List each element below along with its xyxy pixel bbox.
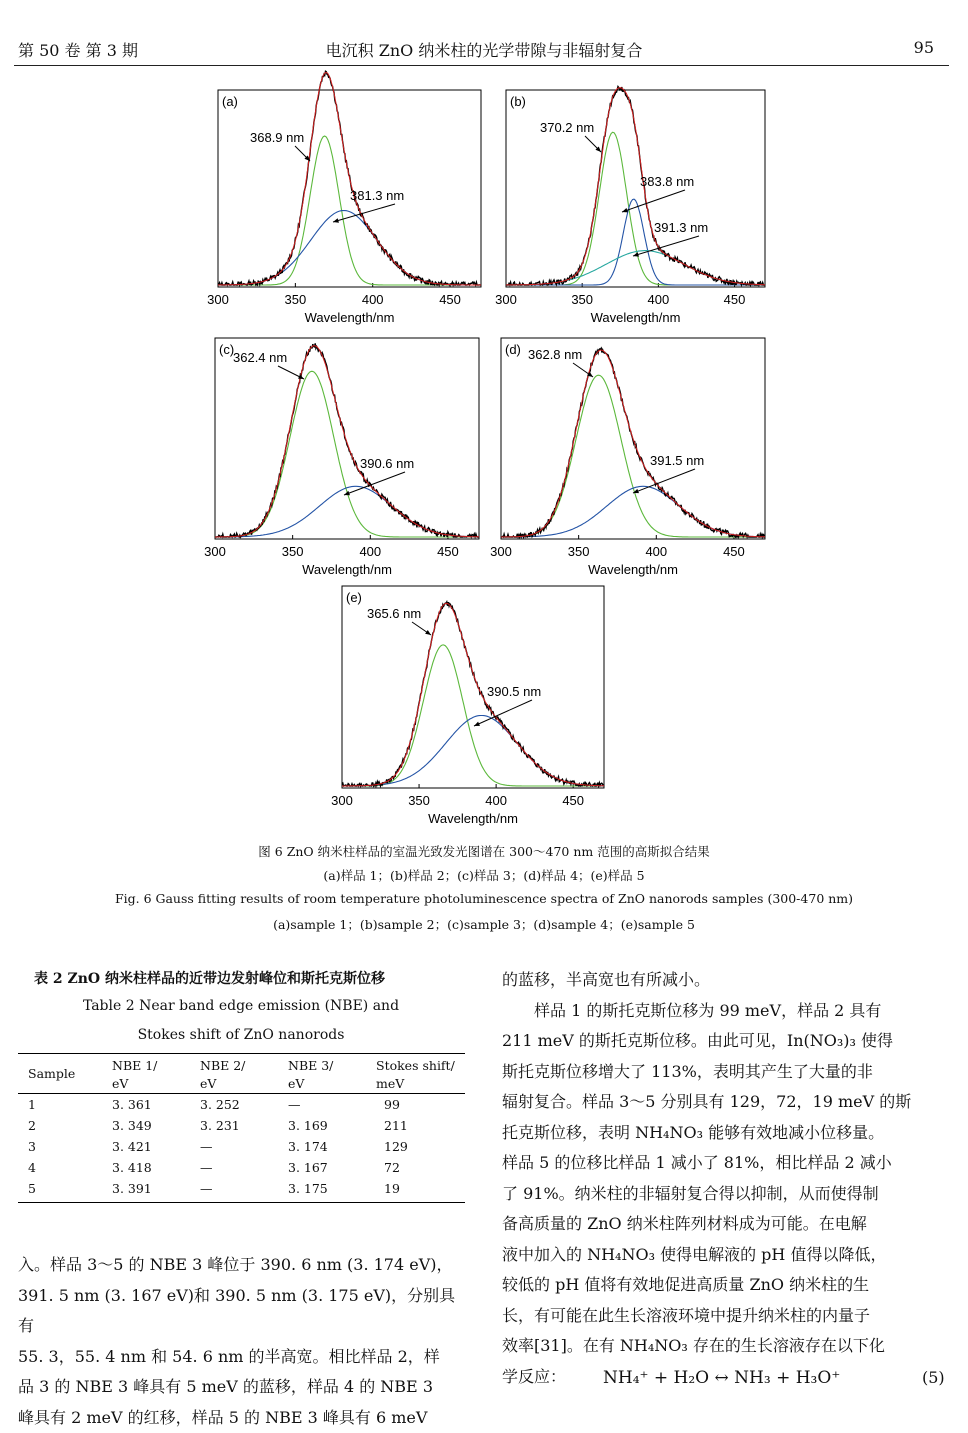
cell-sample: 3 xyxy=(18,1136,112,1157)
table-row xyxy=(18,1136,465,1157)
text-line: 的蓝移，半高宽也有所减小。 xyxy=(502,965,952,996)
cell-sample: 1 xyxy=(18,1094,112,1116)
gauss-component-1 xyxy=(342,645,604,786)
text-line: 55. 3，55. 4 nm 和 54. 6 nm 的半高宽。相比样品 2，样 xyxy=(18,1342,468,1373)
cell-nbe3: 3. 175 xyxy=(288,1178,376,1203)
x-tick-label: 450 xyxy=(724,292,746,307)
figure-caption-en: Fig. 6 Gauss fitting results of room temperature photoluminescence spectra of ZnO nanorods samples (300-470 nm) xyxy=(0,891,968,906)
text-line: 长，有可能在此生长溶液环境中提升纳米柱的内量子 xyxy=(502,1301,952,1332)
peak-label: 362.8 nm xyxy=(528,347,582,362)
fit-total xyxy=(215,346,479,537)
measured-spectrum xyxy=(501,348,765,537)
equation-number: (5) xyxy=(922,1368,945,1387)
spectrum-chart xyxy=(203,338,493,583)
x-axis-label: Wavelength/nm xyxy=(302,562,392,577)
col-unit-nbe2: eV xyxy=(200,1073,288,1094)
cell-nbe3: 3. 167 xyxy=(288,1157,376,1178)
fit-total xyxy=(342,603,604,786)
peak-arrow-head xyxy=(425,630,431,635)
x-tick-label: 350 xyxy=(408,793,430,808)
text-line: 液中加入的 NH₄NO₃ 使得电解液的 pH 值得以降低， xyxy=(502,1240,952,1271)
x-tick-label: 450 xyxy=(562,793,584,808)
text-line: 斯托克斯位移增大了 113%，表明其产生了大量的非 xyxy=(502,1057,952,1088)
text-line: 辐射复合。样品 3～5 分别具有 129，72，19 meV 的斯 xyxy=(502,1087,952,1118)
panel-letter: (b) xyxy=(510,94,526,109)
cell-nbe1: 3. 349 xyxy=(112,1115,200,1136)
chart-panel-c xyxy=(203,338,493,583)
peak-arrow xyxy=(474,700,532,726)
cell-nbe2: 3. 231 xyxy=(200,1115,288,1136)
panel-letter: (c) xyxy=(219,342,234,357)
peak-label: 370.2 nm xyxy=(540,120,594,135)
fit-total xyxy=(501,350,765,537)
text-line: 效率[31]。在有 NH₄NO₃ 存在的生长溶液存在以下化 xyxy=(502,1331,952,1362)
spectrum-chart xyxy=(504,90,794,335)
x-tick-label: 450 xyxy=(723,544,745,559)
text-line: 托克斯位移，表明 NH₄NO₃ 能够有效地减小位移量。 xyxy=(502,1118,952,1149)
figure-caption-zh: 图 6 ZnO 纳米柱样品的室温光致发光图谱在 300～470 nm 范围的高斯拟合结果 xyxy=(0,842,968,860)
text-line: 备高质量的 ZnO 纳米柱阵列材料成为可能。在电解 xyxy=(502,1209,952,1240)
chart-panel-e xyxy=(329,586,619,831)
gauss-component-1 xyxy=(218,136,481,285)
col-header-nbe3: NBE 3/ xyxy=(288,1054,376,1074)
cell-sample: 5 xyxy=(18,1178,112,1203)
text-line: 峰具有 2 meV 的红移，样品 5 的 NBE 3 峰具有 6 meV xyxy=(18,1403,468,1433)
x-tick-label: 400 xyxy=(359,544,381,559)
peak-arrow-head xyxy=(622,208,628,212)
cell-nbe2: — xyxy=(200,1157,288,1178)
gauss-component-1 xyxy=(215,371,479,537)
x-tick-label: 400 xyxy=(645,544,667,559)
data-table xyxy=(18,1053,465,1203)
cell-stokes: 211 xyxy=(376,1115,465,1136)
cell-stokes: 72 xyxy=(376,1157,465,1178)
text-line: 样品 5 的位移比样品 1 减小了 81%，相比样品 2 减小 xyxy=(502,1148,952,1179)
cell-stokes: 19 xyxy=(376,1178,465,1203)
body-text-left xyxy=(18,1250,468,1433)
x-tick-label: 400 xyxy=(362,292,384,307)
table-title-zh: 表 2 ZnO 纳米柱样品的近带边发射峰位和斯托克斯位移 xyxy=(34,968,385,988)
gauss-component-2 xyxy=(342,716,604,787)
table-row xyxy=(18,1094,465,1116)
journal-volume-issue: 第 50 卷 第 3 期 xyxy=(18,38,138,61)
chart-panel-d xyxy=(488,338,778,583)
chart-panel-a xyxy=(203,90,493,335)
cell-nbe2: — xyxy=(200,1136,288,1157)
cell-stokes: 99 xyxy=(376,1094,465,1116)
cell-nbe2: — xyxy=(200,1178,288,1203)
cell-nbe3: — xyxy=(288,1094,376,1116)
x-tick-label: 400 xyxy=(648,292,670,307)
peak-label: 390.6 nm xyxy=(360,456,414,471)
plot-frame xyxy=(215,338,479,539)
peak-label: 391.3 nm xyxy=(654,220,708,235)
x-tick-label: 300 xyxy=(204,544,226,559)
spectrum-chart xyxy=(488,338,778,583)
cell-nbe1: 3. 361 xyxy=(112,1094,200,1116)
peak-label: 368.9 nm xyxy=(250,130,304,145)
x-axis-label: Wavelength/nm xyxy=(588,562,678,577)
cell-nbe1: 3. 418 xyxy=(112,1157,200,1178)
cell-sample: 2 xyxy=(18,1115,112,1136)
x-tick-label: 400 xyxy=(485,793,507,808)
peak-label: 391.5 nm xyxy=(650,453,704,468)
text-line: 211 meV 的斯托克斯位移。由此可见，In(NO₃)₃ 使得 xyxy=(502,1026,952,1057)
text-line: 了 91%。纳米柱的非辐射复合得以抑制，从而使得制 xyxy=(502,1179,952,1210)
text-line: 较低的 pH 值将有效地促进高质量 ZnO 纳米柱的生 xyxy=(502,1270,952,1301)
col-header-nbe1: NBE 1/ xyxy=(112,1054,200,1074)
cell-nbe2: 3. 252 xyxy=(200,1094,288,1116)
text-line: 入。样品 3～5 的 NBE 3 峰位于 390. 6 nm (3. 174 eV)， xyxy=(18,1250,468,1281)
panel-letter: (d) xyxy=(505,342,521,357)
peak-arrow-head xyxy=(333,218,339,222)
figure-caption-en-sub: (a)sample 1；(b)sample 2；(c)sample 3；(d)sample 4；(e)sample 5 xyxy=(0,915,968,933)
table-title-en-1: Table 2 Near band edge emission (NBE) and xyxy=(18,998,464,1014)
x-axis-label: Wavelength/nm xyxy=(591,310,681,325)
x-tick-label: 300 xyxy=(331,793,353,808)
text-line: 品 3 的 NBE 3 峰具有 5 meV 的蓝移，样品 4 的 NBE 3 xyxy=(18,1372,468,1403)
chart-panel-b xyxy=(504,90,794,335)
peak-label: 365.6 nm xyxy=(367,606,421,621)
gauss-component-2 xyxy=(218,211,481,286)
body-text-right xyxy=(502,965,952,1392)
x-axis-label: Wavelength/nm xyxy=(428,811,518,826)
table-title-en-2: Stokes shift of ZnO nanorods xyxy=(18,1027,464,1043)
figure-caption-zh-sub: (a)样品 1；(b)样品 2；(c)样品 3；(d)样品 4；(e)样品 5 xyxy=(0,866,968,884)
col-header-stokes: Stokes shift/ xyxy=(376,1054,465,1074)
panel-letter: (e) xyxy=(346,590,362,605)
table-row xyxy=(18,1178,465,1203)
x-tick-label: 300 xyxy=(207,292,229,307)
col-header-sample: Sample xyxy=(18,1054,112,1094)
table-body xyxy=(18,1094,465,1203)
text-line: 样品 1 的斯托克斯位移为 99 meV，样品 2 具有 xyxy=(502,996,952,1027)
col-unit-nbe3: eV xyxy=(288,1073,376,1094)
spectrum-chart xyxy=(329,586,619,831)
x-tick-label: 350 xyxy=(285,292,307,307)
peak-label: 390.5 nm xyxy=(487,684,541,699)
cell-stokes: 129 xyxy=(376,1136,465,1157)
x-tick-label: 450 xyxy=(437,544,459,559)
running-title: 电沉积 ZnO 纳米柱的光学带隙与非辐射复合 xyxy=(0,38,968,61)
cell-nbe1: 3. 421 xyxy=(112,1136,200,1157)
table-row xyxy=(18,1157,465,1178)
cell-sample: 4 xyxy=(18,1157,112,1178)
cell-nbe1: 3. 391 xyxy=(112,1178,200,1203)
measured-spectrum xyxy=(215,343,479,537)
x-axis-label: Wavelength/nm xyxy=(305,310,395,325)
x-tick-label: 300 xyxy=(495,292,517,307)
page-number: 95 xyxy=(914,38,934,57)
equation-5: NH₄⁺ + H₂O ↔ NH₃ + H₃O⁺ xyxy=(603,1368,840,1388)
col-header-nbe2: NBE 2/ xyxy=(200,1054,288,1074)
cell-nbe3: 3. 174 xyxy=(288,1136,376,1157)
header-rule xyxy=(14,65,949,66)
measured-spectrum xyxy=(342,602,604,786)
peak-arrow-head xyxy=(633,252,639,256)
col-unit-stokes: meV xyxy=(376,1073,465,1094)
x-tick-label: 350 xyxy=(571,292,593,307)
col-unit-nbe1: eV xyxy=(112,1073,200,1094)
gauss-component-1 xyxy=(501,375,765,537)
peak-label: 383.8 nm xyxy=(640,174,694,189)
spectrum-chart xyxy=(203,90,493,335)
panel-letter: (a) xyxy=(222,94,238,109)
x-tick-label: 350 xyxy=(282,544,304,559)
gauss-component-1 xyxy=(506,132,765,285)
x-tick-label: 450 xyxy=(439,292,461,307)
peak-arrow xyxy=(344,472,405,495)
peak-label: 381.3 nm xyxy=(350,188,404,203)
peak-label: 362.4 nm xyxy=(233,350,287,365)
cell-nbe3: 3. 169 xyxy=(288,1115,376,1136)
x-tick-label: 350 xyxy=(568,544,590,559)
table-row xyxy=(18,1115,465,1136)
text-line: 学反应： xyxy=(502,1362,952,1393)
x-tick-label: 300 xyxy=(490,544,512,559)
gauss-component-2 xyxy=(506,199,765,285)
text-line: 391. 5 nm (3. 167 eV)和 390. 5 nm (3. 175 eV)，分别具有 xyxy=(18,1281,468,1342)
peak-arrow xyxy=(633,469,695,493)
